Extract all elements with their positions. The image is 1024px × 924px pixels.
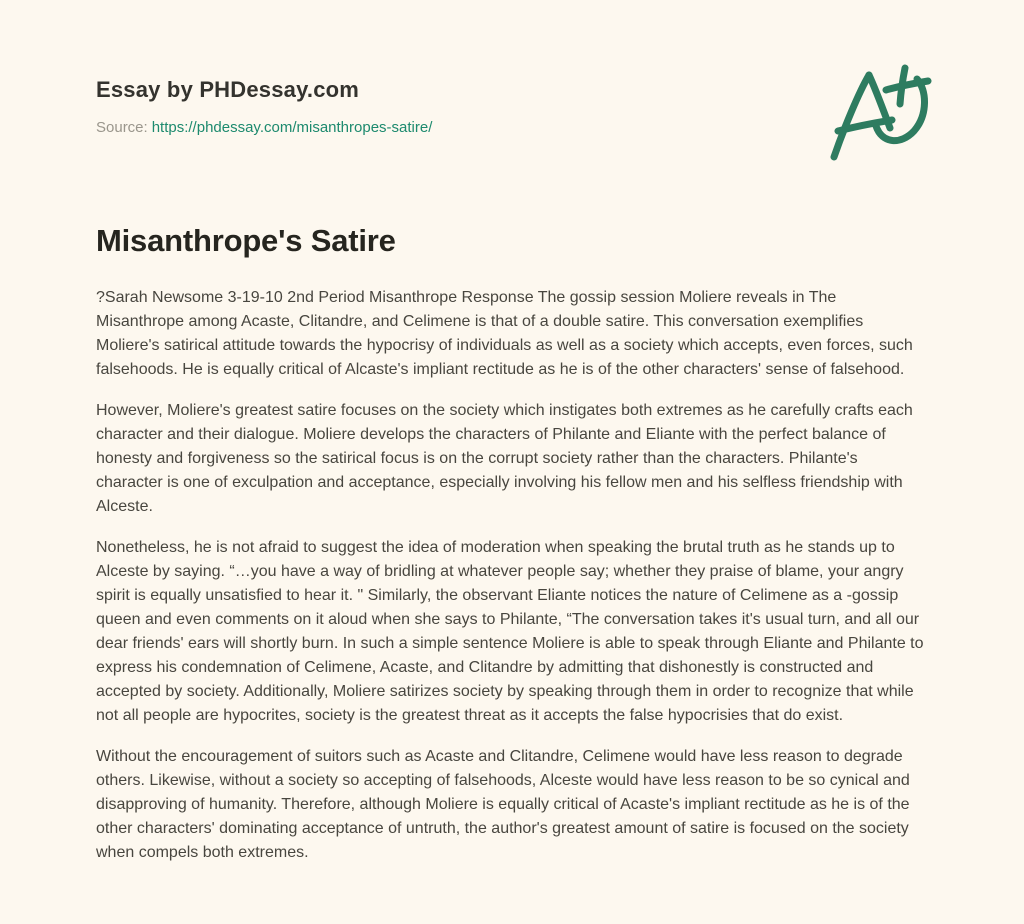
essay-paragraph-3: Nonetheless, he is not afraid to suggest the idea of moderation when speaking the brutal truth as he stands up to Alceste by saying. “…you have a way of bridling at whatever people say; whether they praise of blame, your angry spirit is equally unsatisfied to hear it. " Similarly, the observant Eliante notices the nature of Celimene as a -gossip queen and even comments on it aloud when she says to Philante, “The conversation takes it's usual turn, and all our dear friends' ears will shortly burn. In such a simple sentence Moliere is able to speak through Eliante and Philante to express his condemnation of Celimene, Acaste, and Clitandre by admitting that dishonestly is constructed and accepted by society. Additionally, Moliere satirizes society by speaking through them in order to recognize that while not all people are hypocrites, society is the greatest threat as it accepts the false hypocrisies that do exist. — [96, 539, 924, 724]
essay-content — [96, 222, 928, 865]
essay-paragraph-4: Without the encouragement of suitors such as Acaste and Clitandre, Celimene would have less reason to degrade others. Likewise, without a society so accepting of falsehoods, Alceste would have less reason to be so cynical and disapproving of humanity. Therefore, although Moliere is equally critical of Acaste's impliant rectitude as he is of the other characters' dominating acceptance of untruth, the author's greatest amount of satire is focused on the society when compels both extremes. — [96, 748, 910, 861]
essay-body — [96, 286, 928, 865]
essay-paragraph-2: However, Moliere's greatest satire focuses on the society which instigates both extremes as he carefully crafts each character and their dialogue. Moliere develops the characters of Philante and Eliante with the perfect balance of honesty and forgiveness so the satirical focus is on the corrupt society rather than the characters. Philante's character is one of exculpation and acceptance, especially involving his fellow men and his selfless friendship with Alceste. — [96, 402, 913, 515]
phdessay-a-plus-logo-icon — [826, 60, 932, 164]
source-line — [96, 118, 928, 138]
essay-title: Misanthrope's Satire — [96, 223, 396, 258]
page-header — [96, 76, 928, 138]
essay-paragraph-1: ?Sarah Newsome 3-19-10 2nd Period Misanthrope Response The gossip session Moliere reveals in The Misanthrope among Acaste, Clitandre, and Celimene is that of a double satire. This conversation exemplifies Moliere's satirical attitude towards the hypocrisy of individuals as well as a society which accepts, even forces, such falsehoods. He is equally critical of Alcaste's impliant rectitude as he is of the other characters' sense of falsehood. — [96, 289, 913, 378]
site-title: Essay by PHDessay.com — [96, 77, 360, 102]
source-label: Source: — [96, 119, 148, 136]
source-link[interactable]: https://phdessay.com/misanthropes-satire/ — [151, 119, 433, 136]
